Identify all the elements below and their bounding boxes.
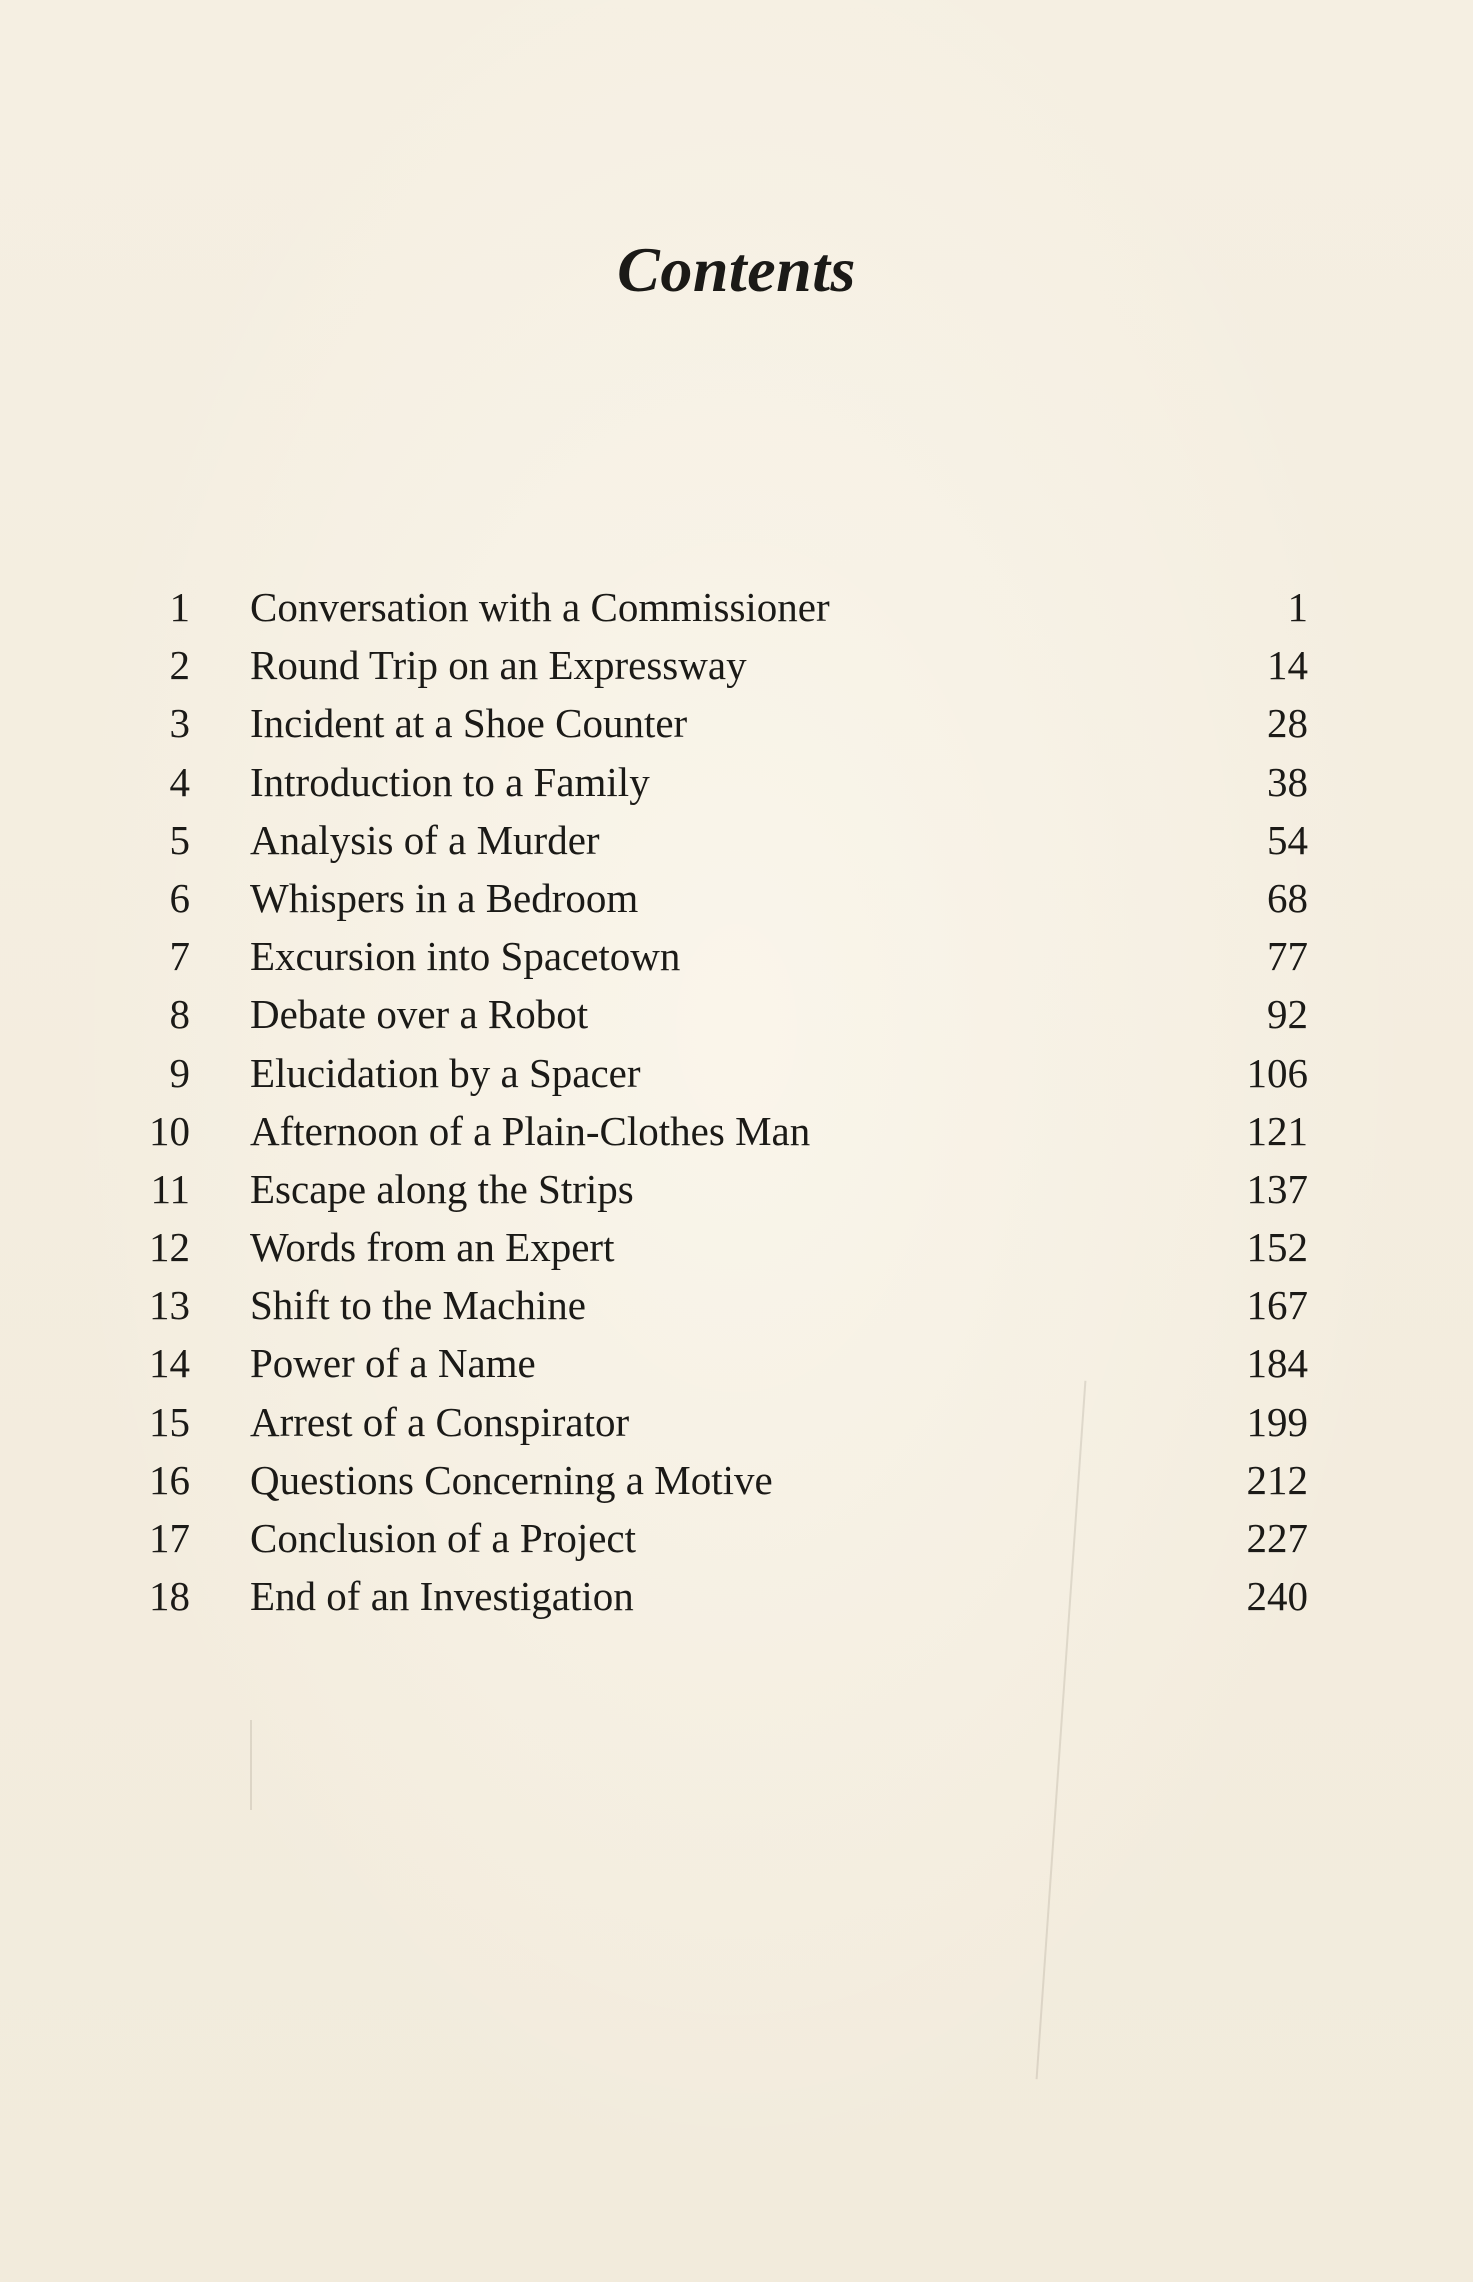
chapter-number: 10 — [149, 1107, 190, 1154]
chapter-number: 16 — [149, 1456, 190, 1503]
chapter-title: Words from an Expert — [250, 1224, 615, 1271]
toc-entry — [0, 583, 1473, 641]
chapter-title: End of an Investigation — [250, 1573, 634, 1620]
chapter-number: 11 — [150, 1165, 190, 1212]
table-of-contents — [0, 583, 1473, 1630]
chapter-number: 14 — [149, 1340, 190, 1387]
chapter-title: Whispers in a Bedroom — [250, 874, 639, 921]
chapter-number: 18 — [149, 1573, 190, 1620]
page-number: 1 — [1287, 584, 1308, 630]
toc-entry — [0, 1514, 1473, 1572]
toc-entry — [0, 1572, 1473, 1630]
chapter-title: Conversation with a Commissioner — [250, 584, 830, 630]
toc-entry — [0, 1281, 1473, 1339]
chapter-number: 3 — [169, 700, 190, 747]
chapter-number: 6 — [169, 874, 190, 921]
toc-entry — [0, 1398, 1473, 1456]
page-number: 199 — [1246, 1398, 1308, 1445]
page-number: 77 — [1267, 933, 1308, 980]
paper-crease — [250, 1720, 252, 1810]
chapter-title: Power of a Name — [250, 1340, 536, 1387]
chapter-number: 4 — [169, 758, 190, 805]
chapter-title: Shift to the Machine — [250, 1282, 586, 1329]
toc-entry — [0, 1456, 1473, 1514]
toc-entry — [0, 758, 1473, 816]
chapter-number: 17 — [149, 1515, 190, 1561]
toc-entry — [0, 990, 1473, 1048]
toc-entry — [0, 1339, 1473, 1397]
chapter-number: 9 — [169, 1049, 190, 1096]
page-number: 92 — [1267, 991, 1308, 1038]
chapter-title: Conclusion of a Project — [250, 1515, 637, 1561]
chapter-title: Afternoon of a Plain-Clothes Man — [250, 1107, 811, 1154]
toc-entry — [0, 1165, 1473, 1223]
page-title: Contents — [617, 233, 856, 305]
chapter-number: 15 — [149, 1398, 190, 1445]
chapter-title: Escape along the Strips — [250, 1165, 634, 1212]
chapter-title: Questions Concerning a Motive — [250, 1456, 773, 1503]
toc-entry — [0, 1107, 1473, 1165]
page-number: 137 — [1246, 1165, 1308, 1212]
chapter-title: Incident at a Shoe Counter — [250, 700, 688, 747]
page-number: 121 — [1246, 1107, 1308, 1154]
page-number: 38 — [1267, 758, 1308, 805]
chapter-number: 1 — [169, 584, 190, 630]
chapter-number: 8 — [169, 991, 190, 1038]
page-number: 167 — [1246, 1282, 1308, 1329]
toc-entry — [0, 699, 1473, 757]
chapter-number: 12 — [149, 1224, 190, 1271]
toc-entry — [0, 874, 1473, 932]
chapter-number: 13 — [149, 1282, 190, 1329]
toc-entry — [0, 816, 1473, 874]
chapter-number: 2 — [169, 642, 190, 689]
toc-entry — [0, 1049, 1473, 1107]
toc-entry — [0, 1223, 1473, 1281]
chapter-title: Introduction to a Family — [250, 758, 650, 805]
chapter-title: Analysis of a Murder — [250, 816, 600, 863]
toc-entry — [0, 641, 1473, 699]
chapter-title: Debate over a Robot — [250, 991, 589, 1038]
chapter-number: 7 — [169, 933, 190, 980]
chapter-title: Arrest of a Conspirator — [250, 1398, 630, 1445]
page-number: 14 — [1267, 642, 1308, 689]
page-number: 106 — [1246, 1049, 1308, 1096]
chapter-title: Excursion into Spacetown — [250, 933, 681, 980]
page-number: 227 — [1246, 1515, 1308, 1561]
page-number: 28 — [1267, 700, 1308, 747]
page-number: 184 — [1246, 1340, 1308, 1387]
page-number: 54 — [1267, 816, 1308, 863]
chapter-number: 5 — [169, 816, 190, 863]
chapter-title: Elucidation by a Spacer — [250, 1049, 641, 1096]
page-number: 240 — [1246, 1573, 1308, 1620]
page-number: 212 — [1246, 1456, 1308, 1503]
page-number: 68 — [1267, 874, 1308, 921]
chapter-title: Round Trip on an Expressway — [250, 642, 747, 689]
page-number: 152 — [1246, 1224, 1308, 1271]
toc-entry — [0, 932, 1473, 990]
